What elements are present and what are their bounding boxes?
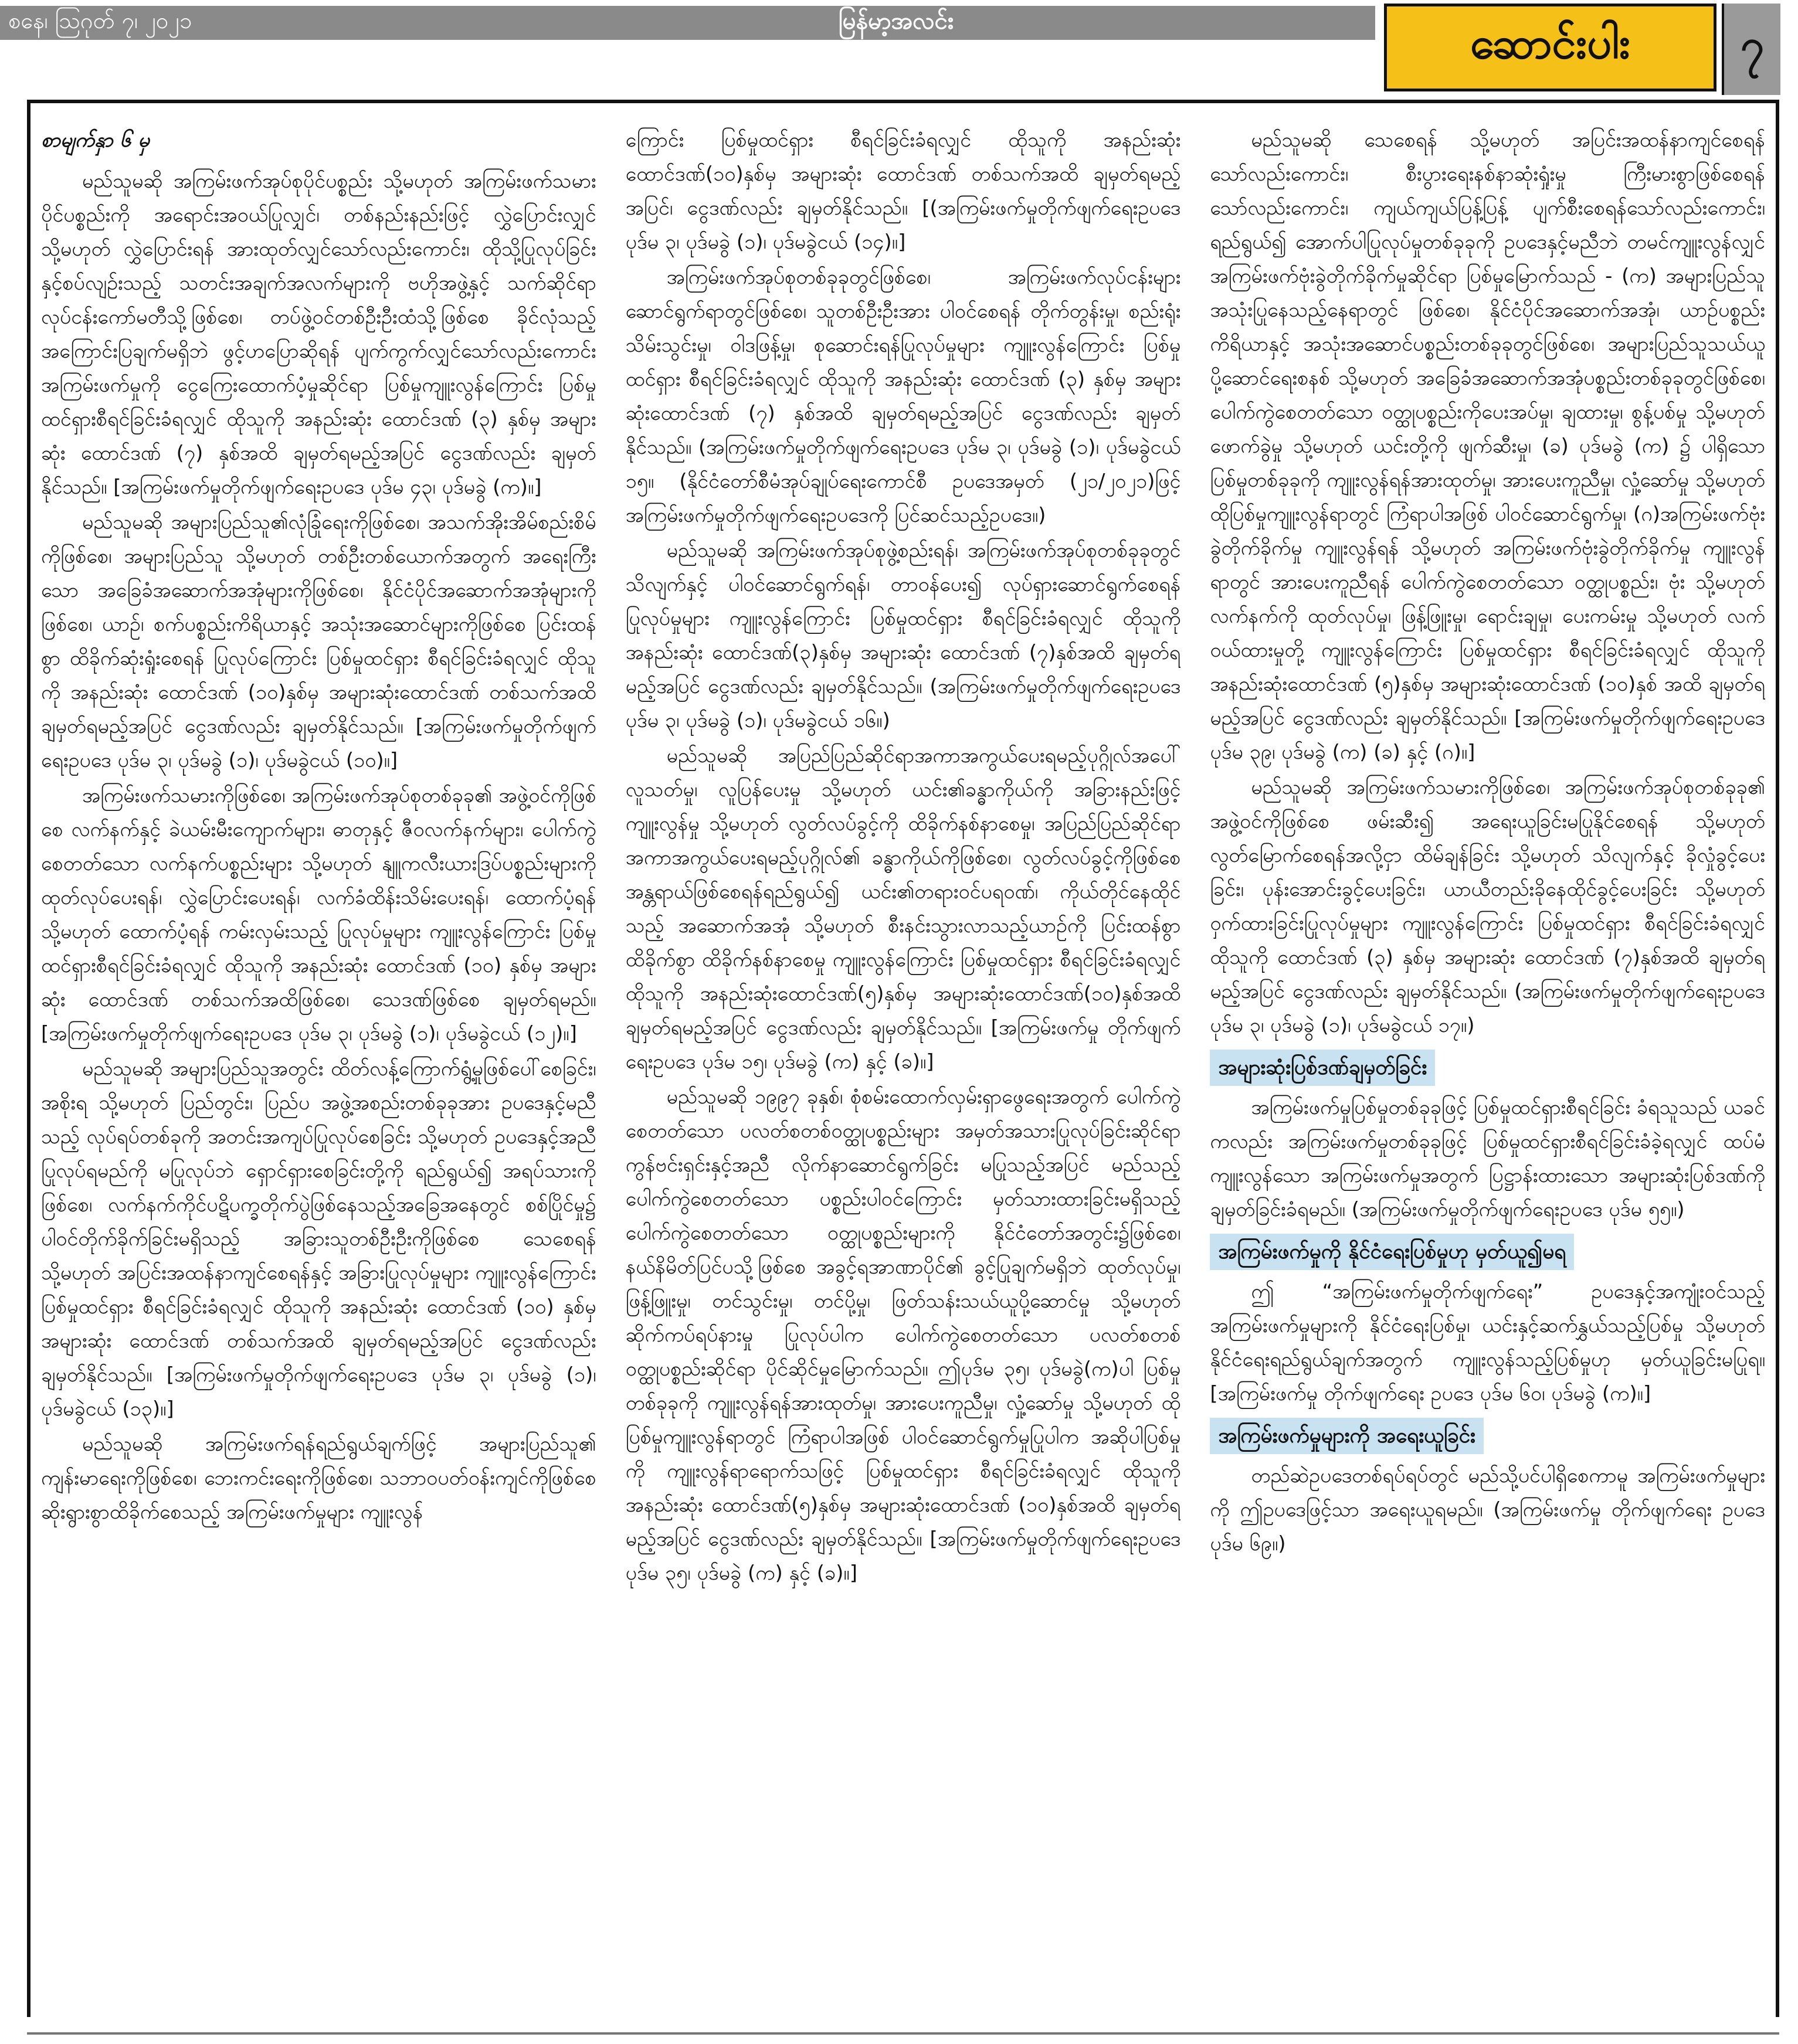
page-number-box — [1722, 4, 1780, 95]
top-header-bar — [0, 6, 1375, 40]
column-2 — [626, 123, 1181, 2023]
paragraph: မည်သူမဆို သေစေရန် သို့မဟုတ် အပြင်းအထန်နာကျင်စေရန်သော်လည်းကောင်း၊ စီးပွားရေးနစ်နာဆုံးရှုံးမှု ကြီးမားစွာဖြစ်စေရန်သော်လည်းကောင်း၊ ကျယ်ကျယ်ပြန့်ပြန့် ပျက်စီးစေရန်သော်လည်းကောင်း၊ ရည်ရွယ်၍ အောက်ပါပြုလုပ်မှုတစ်ခုခုကို ဥပဒေနှင့်မညီဘဲ တမင်ကျူးလွန်လျှင် အကြမ်းဖက်ဗုံးခွဲတိုက်ခိုက်မှုဆိုင်ရာ ပြစ်မှုမြောက်သည် - (က) အများပြည်သူ အသုံးပြုနေသည့်နေရာတွင် ဖြစ်စေ၊ နိုင်ငံပိုင်အဆောက်အအုံ၊ ယာဉ်ပစ္စည်းကိရိယာနှင့် အသုံးအဆောင်ပစ္စည်းတစ်ခုခုတွင်ဖြစ်စေ၊ အများပြည်သူသယ်ယူပို့ဆောင်ရေးစနစ် သို့မဟုတ် အခြေခံအဆောက်အအုံပစ္စည်းတစ်ခုခုတွင်ဖြစ်စေ၊ ပေါက်ကွဲစေတတ်သော ဝတ္ထုပစ္စည်းကိုပေးအပ်မှု၊ ချထားမှု၊ စွန့်ပစ်မှု သို့မဟုတ် ဖောက်ခွဲမှု သို့မဟုတ် ယင်းတို့ကို ဖျက်ဆီးမှု၊ (ခ) ပုဒ်မခွဲ (က) ၌ ပါရှိသော ပြစ်မှုတစ်ခုခုကို ကျူးလွန်ရန်အားထုတ်မှု၊ အားပေးကူညီမှု၊ လှုံ့ဆော်မှု သို့မဟုတ် ထိုပြစ်မှုကျူးလွန်ရာတွင် ကြံရာပါအဖြစ် ပါဝင်ဆောင်ရွက်မှု၊ (ဂ)အကြမ်းဖက်ဗုံးခွဲတိုက်ခိုက်မှု ကျူးလွန်ရန် သို့မဟုတ် အကြမ်းဖက်ဗုံးခွဲတိုက်ခိုက်မှု ကျူးလွန်ရာတွင် အားပေးကူညီရန် ပေါက်ကွဲစေတတ်သော ဝတ္ထုပစ္စည်း၊ ဗုံး သို့မဟုတ် လက်နက်ကို ထုတ်လုပ်မှု၊ ဖြန့်ဖြူးမှု၊ ရောင်းချမှု၊ ပေးကမ်းမှု သို့မဟုတ် လက်ဝယ်ထားမှုတို့ ကျူးလွန်ကြောင်း ပြစ်မှုထင်ရှား စီရင်ခြင်းခံရလျှင် ထိုသူကို အနည်းဆုံးထောင်ဒဏ် (၅)နှစ်မှ အများဆုံးထောင်ဒဏ် (၁၀)နှစ် အထိ ချမှတ်ရမည့်အပြင် ငွေဒဏ်လည်း ချမှတ်နိုင်သည်။ [အကြမ်းဖက်မှုတိုက်ဖျက်ရေးဥပဒေ ပုဒ်မ ၃၉၊ ပုဒ်မခွဲ (က) (ခ) နှင့် (ဂ)။] — [1210, 128, 1766, 764]
issue-date: စနေ၊ ဩဂုတ် ၇၊ ၂၀၂၁ — [8, 8, 192, 33]
subheading-max-penalty: အများဆုံးပြစ်ဒဏ်ချမှတ်ခြင်း — [1210, 1050, 1435, 1086]
paragraph: မည်သူမဆို အကြမ်းဖက်သမားကိုဖြစ်စေ၊ အကြမ်းဖက်အုပ်စုတစ်ခုခု၏ အဖွဲ့ဝင်ကိုဖြစ်စေ ဖမ်းဆီး၍ အရေးယူခြင်းမပြုနိုင်စေရန် သို့မဟုတ် လွတ်မြောက်စေရန်အလို့ငှာ ထိမ်ချန်ခြင်း သို့မဟုတ် သိလျက်နှင့် ခိုလှုံခွင့်ပေးခြင်း၊ ပုန်းအောင်းခွင့်ပေးခြင်း၊ ယာယီတည်းခိုနေထိုင်ခွင့်ပေးခြင်း သို့မဟုတ် ဝှက်ထားခြင်းပြုလုပ်မှုများ ကျူးလွန်ကြောင်း ပြစ်မှုထင်ရှား စီရင်ခြင်းခံရလျှင် ထိုသူကို ထောင်ဒဏ် (၃) နှစ်မှ အများဆုံး ထောင်ဒဏ် (၇)နှစ်အထိ ချမှတ်ရမည့်အပြင် ငွေဒဏ်လည်း ချမှတ်နိုင်သည်။ (အကြမ်းဖက်မှုတိုက်ဖျက်ရေးဥပဒေ ပုဒ်မ ၃၊ ပုဒ်မခွဲ (၁)၊ ပုဒ်မခွဲငယ် ၁၇။) — [1210, 776, 1766, 1037]
continued-from: စာမျက်နှာ ၆ မှ — [41, 128, 150, 152]
paragraph: ကြောင်း ပြစ်မှုထင်ရှား စီရင်ခြင်းခံရလျှင် ထိုသူကို အနည်းဆုံး ထောင်ဒဏ်(၁၀)နှစ်မှ အများဆုံး ထောင်ဒဏ် တစ်သက်အထိ ချမှတ်ရမည့်အပြင်၊ ငွေဒဏ်လည်း ချမှတ်နိုင်သည်။ [(အကြမ်းဖက်မှုတိုက်ဖျက်ရေးဥပဒေ ပုဒ်မ ၃၊ ပုဒ်မခွဲ (၁)၊ ပုဒ်မခွဲငယ် (၁၄)။] — [625, 128, 1181, 254]
subheading-not-political: အကြမ်းဖက်မှုကို နိုင်ငံရေးပြစ်မှုဟု မှတ်ယူ၍မရ — [1210, 1234, 1574, 1270]
paragraph: မည်သူမဆို အကြမ်းဖက်အုပ်စုဖွဲ့စည်းရန်၊ အကြမ်းဖက်အုပ်စုတစ်ခုခုတွင် သိလျက်နှင့် ပါဝင်ဆောင်ရွက်ရန်၊ တာဝန်ပေး၍ လုပ်ရှားဆောင်ရွက်စေရန် ပြုလုပ်မှုများ ကျူးလွန်ကြောင်း ပြစ်မှုထင်ရှား စီရင်ခြင်းခံရလျှင် ထိုသူကို အနည်းဆုံး ထောင်ဒဏ်(၃)နှစ်မှ အများဆုံး ထောင်ဒဏ် (၇)နှစ်အထိ ချမှတ်ရမည့်အပြင် ငွေဒဏ်လည်း ချမှတ်နိုင်သည်။ (အကြမ်းဖက်မှုတိုက်ဖျက်ရေးဥပဒေ ပုဒ်မ ၃၊ ပုဒ်မခွဲ (၁)၊ ပုဒ်မခွဲငယ် ၁၆။) — [625, 539, 1181, 732]
paragraph: မည်သူမဆို အကြမ်းဖက်ရန်ရည်ရွယ်ချက်ဖြင့် အများပြည်သူ၏ ကျန်းမာရေးကိုဖြစ်စေ၊ ဘေးကင်းရေးကိုဖြစ်စေ၊ သဘာဝပတ်ဝန်းကျင်ကိုဖြစ်စေ ဆိုးရွားစွာထိခိုက်စေသည့် အကြမ်းဖက်မှုများ ကျူးလွန် — [41, 1432, 596, 1524]
paragraph: အကြမ်းဖက်သမားကိုဖြစ်စေ၊ အကြမ်းဖက်အုပ်စုတစ်ခုခု၏ အဖွဲ့ဝင်ကိုဖြစ်စေ လက်နက်နှင့် ခဲယမ်းမီးကျောက်များ၊ ဓာတုနှင့် ဇီဝလက်နက်များ၊ ပေါက်ကွဲစေတတ်သော လက်နက်ပစ္စည်းများ သို့မဟုတ် နျူကလီးယားဒြပ်ပစ္စည်းများကို ထုတ်လုပ်ပေးရန်၊ လွှဲပြောင်းပေးရန်၊ လက်ခံထိန်းသိမ်းပေးရန်၊ ထောက်ပံ့ရန် သို့မဟုတ် ထောက်ပံ့ရန် ကမ်းလှမ်းသည့် ပြုလုပ်မှုများ ကျူးလွန်ကြောင်း ပြစ်မှုထင်ရှားစီရင်ခြင်းခံရလျှင် ထိုသူကို အနည်းဆုံး ထောင်ဒဏ် (၁၀) နှစ်မှ အများဆုံး ထောင်ဒဏ် တစ်သက်အထိဖြစ်စေ၊ သေဒဏ်ဖြစ်စေ ချမှတ်ရမည်။ [အကြမ်းဖက်မှုတိုက်ဖျက်ရေးဥပဒေ ပုဒ်မ ၃၊ ပုဒ်မခွဲ (၁)၊ ပုဒ်မခွဲငယ် (၁၂)။] — [41, 784, 596, 1045]
subheading-taking-action: အကြမ်းဖက်မှုများကို အရေးယူခြင်း — [1210, 1418, 1484, 1454]
paragraph: မည်သူမဆို အများပြည်သူအတွင်း ထိတ်လန့်ကြောက်ရွံ့မှုဖြစ်ပေါ်စေခြင်း၊ အစိုးရ သို့မဟုတ် ပြည်တွင်း၊ ပြည်ပ အဖွဲ့အစည်းတစ်ခုခုအား ဥပဒေနှင့်မညီသည့် လုပ်ရပ်တစ်ခုကို အတင်းအကျပ်ပြုလုပ်စေခြင်း သို့မဟုတ် ဥပဒေနှင့်အညီ ပြုလုပ်ရမည်ကို မပြုလုပ်ဘဲ ရှောင်ရှားစေခြင်းတို့ကို ရည်ရွယ်၍ အရပ်သားကိုဖြစ်စေ၊ လက်နက်ကိုင်ပဋိပက္ခတိုက်ပွဲဖြစ်နေသည့်အခြေအနေတွင် စစ်ပြိုင်မှု၌ ပါဝင်တိုက်ခိုက်ခြင်းမရှိသည့် အခြားသူတစ်ဦးဦးကိုဖြစ်စေ သေစေရန် သို့မဟုတ် အပြင်းအထန်နာကျင်စေရန်နှင့် အခြားပြုလုပ်မှုများ ကျူးလွန်ကြောင်း ပြစ်မှုထင်ရှား စီရင်ခြင်းခံရလျှင် ထိုသူကို အနည်းဆုံး ထောင်ဒဏ် (၁၀) နှစ်မှ အများဆုံး ထောင်ဒဏ် တစ်သက်အထိ ချမှတ်ရမည့်အပြင် ငွေဒဏ်လည်း ချမှတ်နိုင်သည်။ [အကြမ်းဖက်မှုတိုက်ဖျက်ရေးဥပဒေ ပုဒ်မ ၃၊ ပုဒ်မခွဲ (၁)၊ ပုဒ်မခွဲငယ် (၁၃)။] — [41, 1057, 596, 1421]
paragraph: မည်သူမဆို အကြမ်းဖက်အုပ်စုပိုင်ပစ္စည်း သို့မဟုတ် အကြမ်းဖက်သမားပိုင်ပစ္စည်းကို အရောင်းအဝယ်ပြုလျှင်၊ တစ်နည်းနည်းဖြင့် လွှဲပြောင်းလျှင် သို့မဟုတ် လွှဲပြောင်းရန် အားထုတ်လျှင်သော်လည်းကောင်း၊ ထိုသို့ပြုလုပ်ခြင်းနှင့်စပ်လျဉ်းသည့် သတင်းအချက်အလက်များကို ဗဟိုအဖွဲ့နှင့် သက်ဆိုင်ရာလုပ်ငန်းကော်မတီသို့ဖြစ်စေ၊ တပ်ဖွဲ့ဝင်တစ်ဦးဦးထံသို့ဖြစ်စေ ခိုင်လုံသည့် အကြောင်းပြချက်မရှိဘဲ ဖွင့်ဟပြောဆိုရန် ပျက်ကွက်လျှင်သော်လည်းကောင်း အကြမ်းဖက်မှုကို ငွေကြေးထောက်ပံ့မှုဆိုင်ရာ ပြစ်မှုကျူးလွန်ကြောင်း ပြစ်မှုထင်ရှားစီရင်ခြင်းခံရလျှင် ထိုသူကို အနည်းဆုံး ထောင်ဒဏ် (၃) နှစ်မှ အများဆုံး ထောင်ဒဏ် (၇) နှစ်အထိ ချမှတ်ရမည့်အပြင် ငွေဒဏ်လည်း ချမှတ်နိုင်သည်။ [အကြမ်းဖက်မှုတိုက်ဖျက်ရေးဥပဒေ ပုဒ်မ ၄၃၊ ပုဒ်မခွဲ (က)။] — [41, 169, 596, 499]
paragraph: မည်သူမဆို ၁၉၉၇ ခုနှစ်၊ စုံစမ်းထောက်လှမ်းရှာဖွေရေးအတွက် ပေါက်ကွဲစေတတ်သော ပလတ်စတစ်ဝတ္ထုပစ္စည်းများ အမှတ်အသားပြုလုပ်ခြင်းဆိုင်ရာ ကွန်ဗင်းရှင်းနှင့်အညီ လိုက်နာဆောင်ရွက်ခြင်း မပြုသည့်အပြင် မည်သည့်ပေါက်ကွဲစေတတ်သော ပစ္စည်းပါဝင်ကြောင်း မှတ်သားထားခြင်းမရှိသည့် ပေါက်ကွဲစေတတ်သော ဝတ္ထုပစ္စည်းများကို နိုင်ငံတော်အတွင်း၌ဖြစ်စေ၊ နယ်နိမိတ်ပြင်ပသို့ဖြစ်စေ အခွင့်ရအာဏာပိုင်၏ ခွင့်ပြုချက်မရှိဘဲ ထုတ်လုပ်မှု၊ ဖြန့်ဖြူးမှု၊ တင်သွင်းမှု၊ တင်ပို့မှု၊ ဖြတ်သန်းသယ်ယူပို့ဆောင်မှု သို့မဟုတ် ဆိုက်ကပ်ရပ်နားမှု ပြုလုပ်ပါက ပေါက်ကွဲစေတတ်သော ပလတ်စတစ်ဝတ္ထုပစ္စည်းဆိုင်ရာ ပိုင်ဆိုင်မှုမြောက်သည်။ ဤပုဒ်မ ၃၅၊ ပုဒ်မခွဲ(က)ပါ ပြစ်မှုတစ်ခုခုကို ကျူးလွန်ရန်အားထုတ်မှု၊ အားပေးကူညီမှု၊ လှုံ့ဆော်မှု သို့မဟုတ် ထိုပြစ်မှုကျူးလွန်ရာတွင် ကြံရာပါအဖြစ် ပါဝင်ဆောင်ရွက်မှုပြုပါက အဆိုပါပြစ်မှုကို ကျူးလွန်ရာရောက်သဖြင့် ပြစ်မှုထင်ရှား စီရင်ခြင်းခံရလျှင် ထိုသူကို အနည်းဆုံး ထောင်ဒဏ်(၅)နှစ်မှ အများဆုံးထောင်ဒဏ် (၁၀)နှစ်အထိ ချမှတ်ရမည့်အပြင် ငွေဒဏ်လည်း ချမှတ်နိုင်သည်။ [အကြမ်းဖက်မှုတိုက်ဖျက်ရေးဥပဒေ ပုဒ်မ ၃၅၊ ပုဒ်မခွဲ (က) နှင့် (ခ)။] — [625, 1085, 1181, 1585]
newspaper-name: မြန်မာ့အလင်း — [839, 7, 954, 35]
section-label-box — [1384, 4, 1716, 91]
article-columns — [41, 123, 1765, 2023]
page-number: ၇ — [1740, 20, 1765, 69]
column-1 — [41, 123, 596, 2023]
paragraph: အကြမ်းဖက်မှုပြစ်မှုတစ်ခုခုဖြင့် ပြစ်မှုထင်ရှားစီရင်ခြင်း ခံရသူသည် ယခင်ကလည်း အကြမ်းဖက်မှုတစ်ခုခုဖြင့် ပြစ်မှုထင်ရှားစီရင်ခြင်းခံခဲ့ရလျှင် ထပ်မံကျူးလွန်သော အကြမ်းဖက်မှုအတွက် ပြဋ္ဌာန်းထားသော အများဆုံးပြစ်ဒဏ်ကို ချမှတ်ခြင်းခံရမည်။ (အကြမ်းဖက်မှုတိုက်ဖျက်ရေးဥပဒေ ပုဒ်မ ၅၅။) — [1210, 1096, 1766, 1221]
paragraph: မည်သူမဆို အပြည်ပြည်ဆိုင်ရာအကာအကွယ်ပေးရမည့်ပုဂ္ဂိုလ်အပေါ် လူသတ်မှု၊ လူပြန်ပေးမှု သို့မဟုတ် ယင်း၏ခန္ဓာကိုယ်ကို အခြားနည်းဖြင့် ကျူးလွန်မှု သို့မဟုတ် လွတ်လပ်ခွင့်ကို ထိခိုက်နစ်နာစေမှု၊ အပြည်ပြည်ဆိုင်ရာအကာအကွယ်ပေးရမည့်ပုဂ္ဂိုလ်၏ ခန္ဓာကိုယ်ကိုဖြစ်စေ၊ လွတ်လပ်ခွင့်ကိုဖြစ်စေ အန္တရာယ်ဖြစ်စေရန်ရည်ရွယ်၍ ယင်း၏တရားဝင်ပရဝဏ်၊ ကိုယ်တိုင်နေထိုင်သည့် အဆောက်အအုံ သို့မဟုတ် စီးနင်းသွားလာသည့်ယာဉ်ကို ပြင်းထန်စွာ ထိခိုက်စွာ ထိခိုက်နစ်နာစေမှု ကျူးလွန်ကြောင်း ပြစ်မှုထင်ရှား စီရင်ခြင်းခံရလျှင် ထိုသူကို အနည်းဆုံးထောင်ဒဏ်(၅)နှစ်မှ အများဆုံးထောင်ဒဏ်(၁၀)နှစ်အထိ ချမှတ်ရမည့်အပြင် ငွေဒဏ်လည်း ချမှတ်နိုင်သည်။ [အကြမ်းဖက်မှု တိုက်ဖျက်ရေးဥပဒေ ပုဒ်မ ၁၅၊ ပုဒ်မခွဲ (က) နှင့် (ခ)။] — [625, 744, 1181, 1074]
paragraph: အကြမ်းဖက်အုပ်စုတစ်ခုခုတွင်ဖြစ်စေ၊ အကြမ်းဖက်လုပ်ငန်းများဆောင်ရွက်ရာတွင်ဖြစ်စေ၊ သူတစ်ဦးဦးအား ပါဝင်စေရန် တိုက်တွန်းမှု၊ စည်းရုံးသိမ်းသွင်းမှု၊ ဝါဒဖြန့်မှု၊ စုဆောင်းရန်ပြုလုပ်မှုများ ကျူးလွန်ကြောင်း ပြစ်မှုထင်ရှား စီရင်ခြင်းခံရလျှင် ထိုသူကို အနည်းဆုံး ထောင်ဒဏ် (၃) နှစ်မှ အများဆုံးထောင်ဒဏ် (၇) နှစ်အထိ ချမှတ်ရမည့်အပြင် ငွေဒဏ်လည်း ချမှတ်နိုင်သည်။ (အကြမ်းဖက်မှုတိုက်ဖျက်ရေးဥပဒေ ပုဒ်မ ၃၊ ပုဒ်မခွဲ (၁)၊ ပုဒ်မခွဲငယ် ၁၅။ (နိုင်ငံတော်စီမံအုပ်ချုပ်ရေးကောင်စီ ဥပဒေအမှတ် (၂၁/၂၀၂၁)ဖြင့် အကြမ်းဖက်မှုတိုက်ဖျက်ရေးဥပဒေကို ပြင်ဆင်သည့်ဥပဒေ။) — [625, 266, 1181, 527]
bottom-rule — [27, 2032, 1779, 2035]
column-3 — [1210, 123, 1765, 2023]
paragraph: တည်ဆဲဥပဒေတစ်ရပ်ရပ်တွင် မည်သို့ပင်ပါရှိစေကာမူ အကြမ်းဖက်မှုများကို ဤဥပဒေဖြင့်သာ အရေးယူရမည်။ (အကြမ်းဖက်မှု တိုက်ဖျက်ရေး ဥပဒေ ပုဒ်မ ၆၉။) — [1210, 1464, 1766, 1556]
paragraph: မည်သူမဆို အများပြည်သူ၏လုံခြုံရေးကိုဖြစ်စေ၊ အသက်အိုးအိမ်စည်းစိမ်ကိုဖြစ်စေ၊ အများပြည်သူ သို့မဟုတ် တစ်ဦးတစ်ယောက်အတွက် အရေးကြီးသော အခြေခံအဆောက်အအုံများကိုဖြစ်စေ၊ နိုင်ငံပိုင်အဆောက်အအုံများကိုဖြစ်စေ၊ ယာဉ်၊ စက်ပစ္စည်းကိရိယာနှင့် အသုံးအဆောင်များကိုဖြစ်စေ ပြင်းထန်စွာ ထိခိုက်ဆုံးရှုံးစေရန် ပြုလုပ်ကြောင်း ပြစ်မှုထင်ရှား စီရင်ခြင်းခံရလျှင် ထိုသူကို အနည်းဆုံး ထောင်ဒဏ် (၁၀)နှစ်မှ အများဆုံးထောင်ဒဏ် တစ်သက်အထိ ချမှတ်ရမည့်အပြင် ငွေဒဏ်လည်း ချမှတ်နိုင်သည်။ [အကြမ်းဖက်မှုတိုက်ဖျက်ရေးဥပဒေ ပုဒ်မ ၃၊ ပုဒ်မခွဲ (၁)၊ ပုဒ်မခွဲငယ် (၁၀)။] — [41, 511, 596, 772]
paragraph: ဤ “အကြမ်းဖက်မှုတိုက်ဖျက်ရေး” ဥပဒေနှင့်အကျုံးဝင်သည့် အကြမ်းဖက်မှုများကို နိုင်ငံရေးပြစ်မှု၊ ယင်းနှင့်ဆက်နွှယ်သည့်ပြစ်မှု သို့မဟုတ် နိုင်ငံရေးရည်ရွယ်ချက်အတွက် ကျူးလွန်သည့်ပြစ်မှုဟု မှတ်ယူခြင်းမပြုရ။ [အကြမ်းဖက်မှု တိုက်ဖျက်ရေး ဥပဒေ ပုဒ်မ ၆၀၊ ပုဒ်မခွဲ (က)။] — [1210, 1280, 1766, 1405]
section-label: ဆောင်းပါး — [1470, 18, 1630, 69]
